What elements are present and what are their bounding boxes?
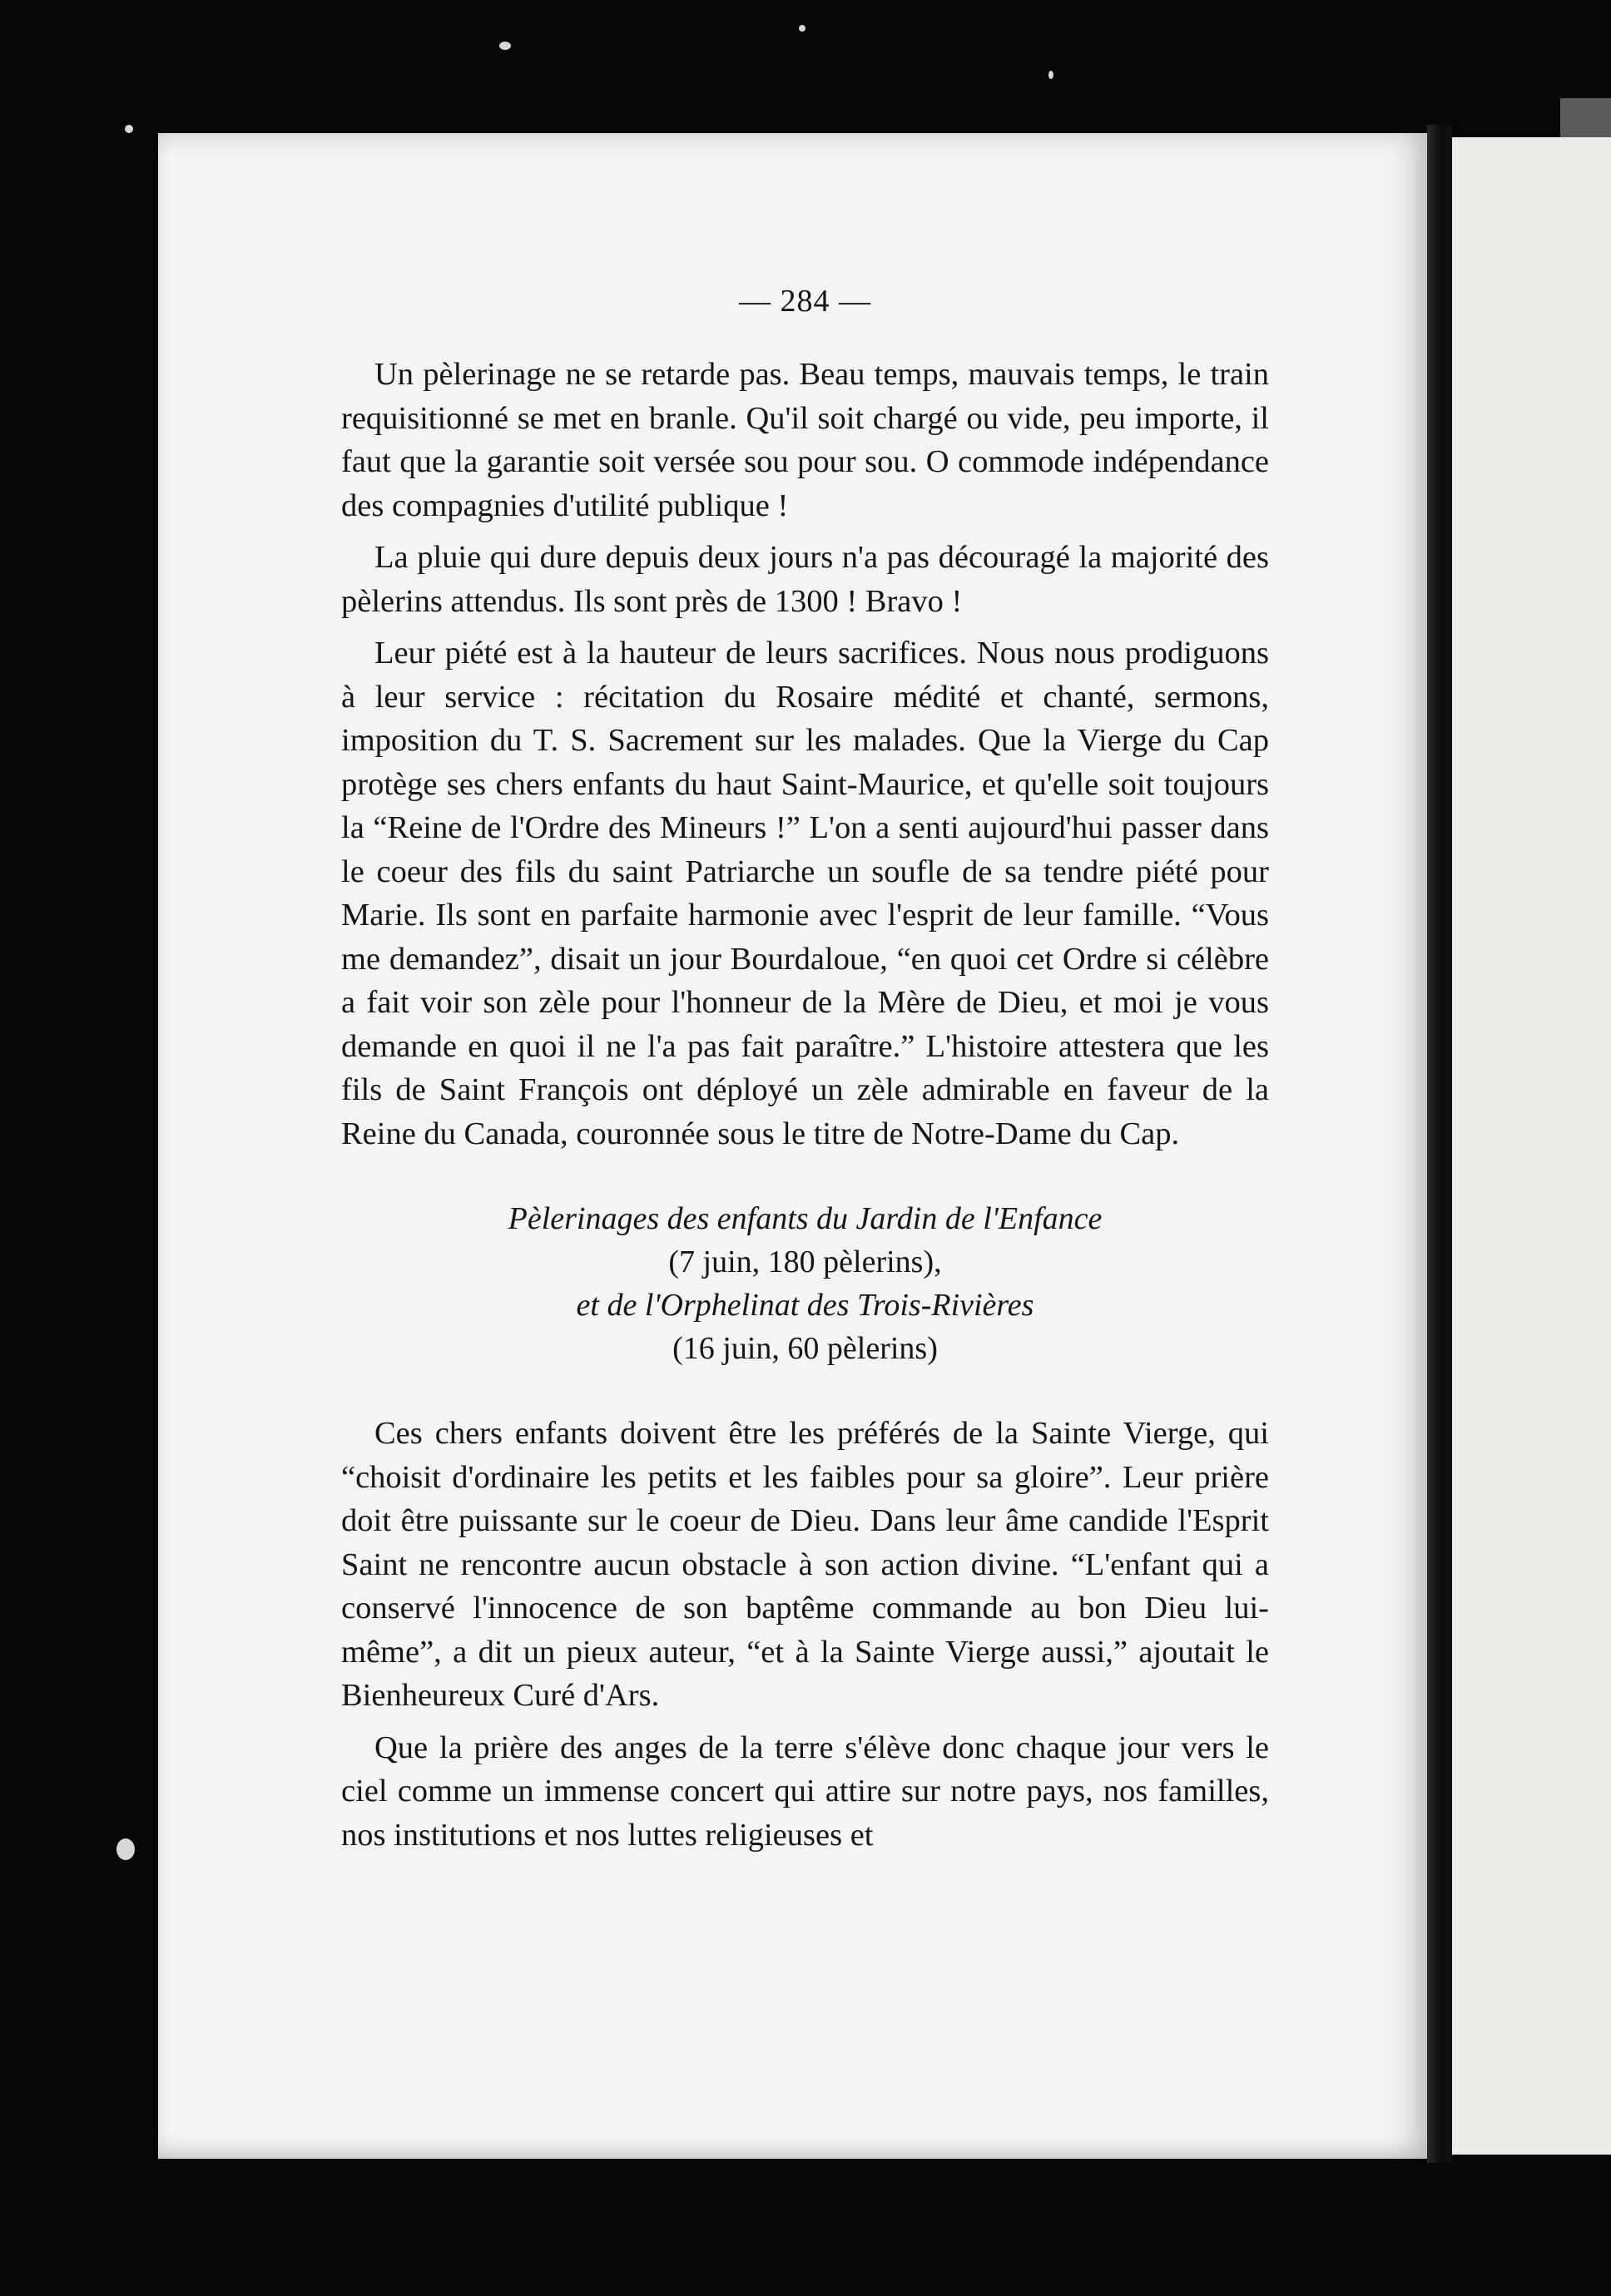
section-heading-line: (16 juin, 60 pèlerins) <box>672 1331 938 1366</box>
paragraph: Ces chers enfants doivent être les préférés de la Sainte Vierge, qui “choisit d'ordinaire les petits et les faibles pour sa gloire”. Leur prière doit être puissante sur le coeur de Dieu. Dans leur âme candide l'Esprit Saint ne rencontre aucun obstacle à son action divine. “L'enfant qui a conservé l'innocence de son baptême commande au bon Dieu lui-même”, a dit un pieux auteur, “et à la Sainte Vierge aussi,” ajoutait le Bienheureux Curé d'Ars. <box>341 1416 1269 1713</box>
paragraph: La pluie qui dure depuis deux jours n'a pas découragé la majorité des pèlerins attendus. Ils sont près de 1300 ! Bravo ! <box>341 540 1269 619</box>
film-speck <box>1048 71 1053 79</box>
paragraph: Que la prière des anges de la terre s'élève donc chaque jour vers le ciel comme un immense concert qui attire sur notre pays, nos familles, nos institutions et nos luttes religieuses et <box>341 1729 1269 1853</box>
page-content <box>341 283 1269 1865</box>
section-heading-line: (7 juin, 180 pèlerins), <box>668 1244 942 1279</box>
page-number: — 284 — <box>739 284 871 319</box>
facing-page-edge <box>1452 137 1611 2155</box>
section-heading <box>341 1197 1269 1370</box>
paragraph: Un pèlerinage ne se retarde pas. Beau temps, mauvais temps, le train requisitionné se met en branle. Qu'il soit chargé ou vide, peu importe, il faut que la garantie soit versée sou pour sou. O commode indépendance des compagnies d'utilité publique ! <box>341 357 1269 523</box>
film-speck <box>499 42 511 50</box>
book-gutter <box>1427 125 1452 2163</box>
film-speck <box>116 1838 135 1860</box>
film-speck <box>125 125 133 133</box>
film-speck <box>799 25 806 32</box>
section-heading-line: Pèlerinages des enfants du Jardin de l'Enfance <box>508 1201 1103 1236</box>
section-heading-line: et de l'Orphelinat des Trois-Rivières <box>576 1288 1034 1323</box>
paragraph: Leur piété est à la hauteur de leurs sacrifices. Nous nous prodiguons à leur service : récitation du Rosaire médité et chanté, sermons, imposition du T. S. Sacrement sur les malades. Que la Vierge du Cap protège ses chers enfants du haut Saint-Maurice, et qu'elle soit toujours la “Reine de l'Ordre des Mineurs !” L'on a senti aujourd'hui passer dans le coeur des fils du saint Patriarche un soufle de sa tendre piété pour Marie. Ils sont en parfaite harmonie avec l'esprit de leur famille. “Vous me demandez”, disait un jour Bourdaloue, “en quoi cet Ordre si célèbre a fait voir son zèle pour l'honneur de la Mère de Dieu, et moi je vous demande en quoi il ne l'a pas fait paraître.” L'histoire attestera que les fils de Saint François ont déployé un zèle admirable en faveur de la Reine du Canada, couronnée sous le titre de Notre-Dame du Cap. <box>341 636 1269 1151</box>
